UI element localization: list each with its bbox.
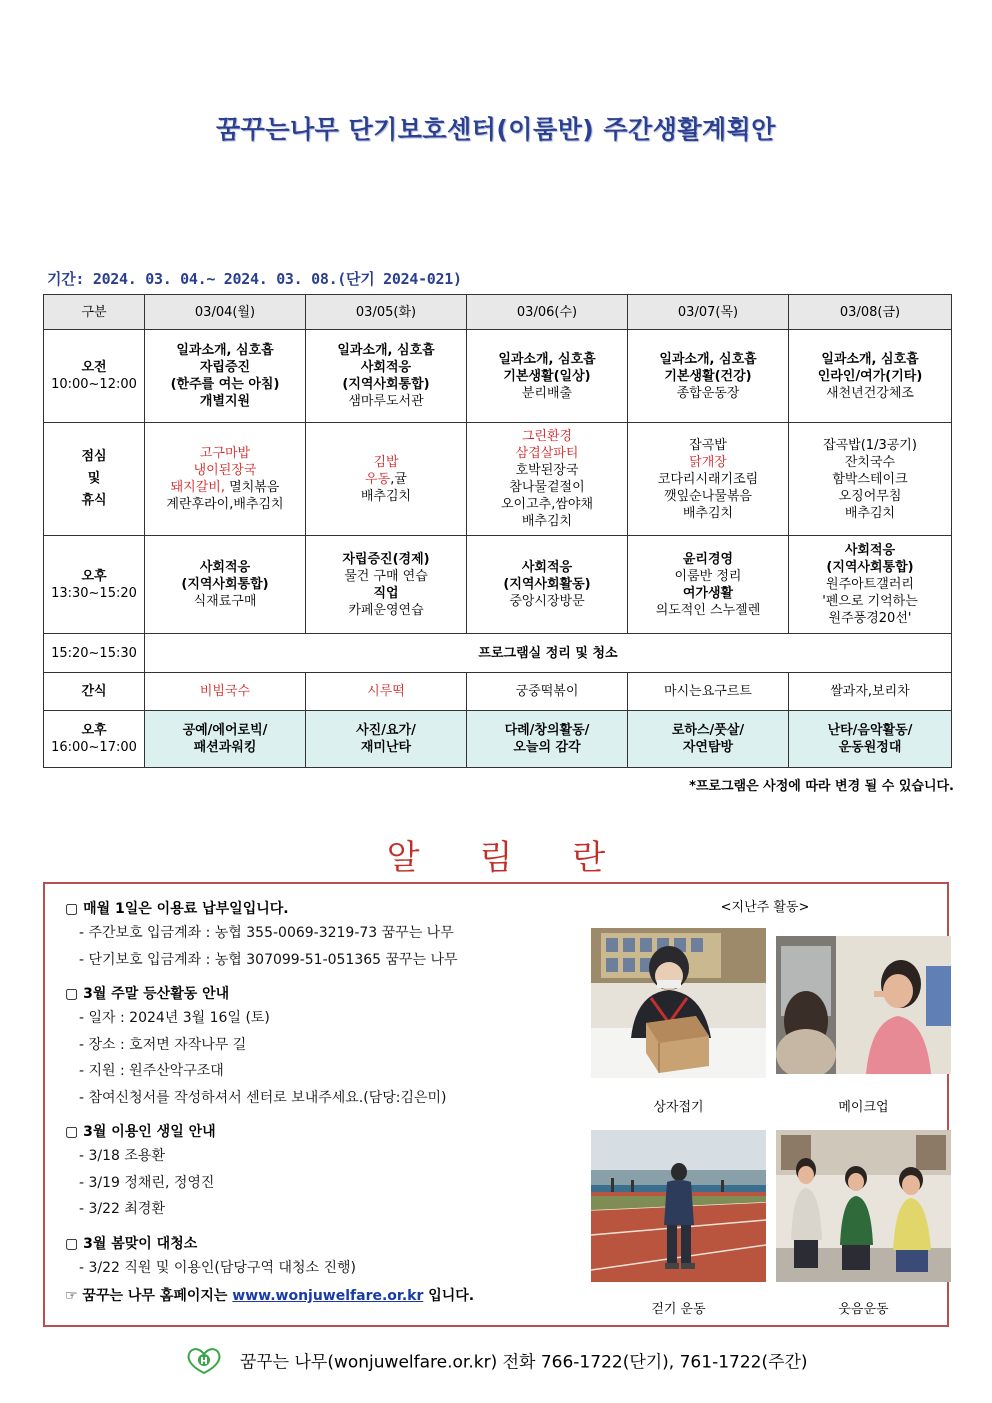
page-title: 꿈꾸는나무 단기보호센터(이룸반) 주간생활계획안	[216, 115, 776, 144]
morning-cell-fri: 일과소개, 심호흡 인라인/여가(기타) 새천년건강체조	[789, 330, 952, 423]
row-label-snack: 간식	[44, 673, 145, 711]
weekly-plan-table	[43, 294, 952, 768]
notice-item: - 3/19 정채린, 정영진	[79, 1174, 215, 1191]
snack-cell-mon: 비빔국수	[145, 673, 306, 711]
day-header: 03/08(금)	[789, 295, 952, 330]
photos-title: <지난주 활동>	[720, 900, 810, 915]
row-label-lunch: 점심 및 휴식	[44, 423, 145, 536]
late-cell-mon: 공예/에어로빅/ 패션과워킹	[145, 711, 306, 768]
notice-list	[65, 898, 585, 1305]
photo-caption: 상자접기	[653, 1100, 704, 1115]
lunch-row	[44, 423, 952, 536]
notice-heading: ▢ 3월 이용인 생일 안내	[65, 1124, 216, 1140]
cleanup-row	[44, 634, 952, 673]
notice-item: - 3/22 최경환	[79, 1201, 165, 1217]
notice-item: - 주간보호 입금계좌 : 농협 355-0069-3219-73 꿈꾸는 나무	[79, 925, 454, 941]
notice-item: - 3/18 조용환	[79, 1148, 165, 1164]
lunch-cell-mon: 고구마밥 냉이된장국 돼지갈비, 멸치볶음 계란후라이,배추김치	[145, 423, 306, 536]
afternoon-cell-thu: 윤리경영 이룸반 정리 여가생활 의도적인 스누젤렌	[628, 536, 789, 634]
late-cell-thu: 로하스/풋살/ 자연탐방	[628, 711, 789, 768]
photo-makeup	[776, 936, 951, 1074]
notice-board	[43, 882, 949, 1327]
notice-item: - 지원 : 원주산악구조대	[79, 1063, 224, 1079]
morning-cell-thu: 일과소개, 심호흡 기본생활(건강) 종합운동장	[628, 330, 789, 423]
notice-item: - 3/22 직원 및 이용인(담당구역 대청소 진행)	[79, 1259, 356, 1276]
lunch-cell-tue: 김밥 우동,귤 배추김치	[306, 423, 467, 536]
photo-laughter	[776, 1130, 951, 1282]
afternoon-cell-mon: 사회적응 (지역사회통합) 식재료구매	[145, 536, 306, 634]
notice-item: - 일자 : 2024년 3월 16일 (토)	[79, 1010, 270, 1026]
row-label-late-afternoon: 오후 16:00~17:00	[44, 711, 145, 768]
late-afternoon-row	[44, 711, 952, 768]
photo-walking	[591, 1130, 766, 1282]
afternoon-cell-tue: 자립증진(경제) 물건 구매 연습 직업 카페운영연습	[306, 536, 467, 634]
footer-text: 꿈꾸는 나무(wonjuwelfare.or.kr) 전화 766-1722(단기), 761-1722(주간)	[239, 1352, 808, 1373]
late-cell-wed: 다례/창의활동/ 오늘의 감각	[467, 711, 628, 768]
morning-cell-tue: 일과소개, 심호흡 사회적응 (지역사회통합) 샘마루도서관	[306, 330, 467, 423]
notice-item: - 참여신청서를 작성하셔서 센터로 보내주세요.(담당:김은미)	[79, 1089, 447, 1106]
afternoon-cell-wed: 사회적응 (지역사회활동) 중앙시장방문	[467, 536, 628, 634]
day-header: 03/04(월)	[145, 295, 306, 330]
board-title: 알림란	[386, 838, 666, 878]
lunch-cell-fri: 잡곡밥(1/3공기) 잔치국수 함박스테이크 오징어무침 배추김치	[789, 423, 952, 536]
cleanup-cell: 프로그램실 정리 및 청소	[145, 634, 952, 673]
afternoon-cell-fri: 사회적응 (지역사회통합) 원주아트갤러리 '펜으로 기억하는 원주풍경20선'	[789, 536, 952, 634]
header-row	[44, 295, 952, 330]
late-cell-fri: 난타/음악활동/ 운동원정대	[789, 711, 952, 768]
row-label-morning: 오전 10:00~12:00	[44, 330, 145, 423]
snack-cell-wed: 궁중떡볶이	[467, 673, 628, 711]
morning-row	[44, 330, 952, 423]
photo-caption: 걷기 운동	[651, 1302, 706, 1317]
notice-item: - 단기보호 입금계좌 : 농협 307099-51-051365 꿈꾸는 나무	[79, 951, 458, 968]
footer	[0, 1346, 992, 1379]
day-header: 03/07(목)	[628, 295, 789, 330]
notice-heading: ▢ 매월 1일은 이용료 납부일입니다.	[65, 901, 289, 917]
corner-cell: 구분	[44, 295, 145, 330]
notice-heading: ▢ 3월 주말 등산활동 안내	[65, 986, 230, 1002]
photo-box-folding	[591, 928, 766, 1078]
change-note: *프로그램은 사정에 따라 변경 될 수 있습니다.	[689, 779, 954, 794]
lunch-cell-wed: 그린환경 삼겹살파티 호박된장국 참나물겉절이 오이고추,쌈야채 배추김치	[467, 423, 628, 536]
snack-cell-tue: 시루떡	[306, 673, 467, 711]
snack-cell-thu: 마시는요구르트	[628, 673, 789, 711]
photo-caption: 웃음운동	[838, 1302, 889, 1317]
photo-caption: 메이크업	[838, 1100, 889, 1115]
snack-row	[44, 673, 952, 711]
morning-cell-mon: 일과소개, 심호흡 자립증진 (한주를 여는 아침) 개별지원	[145, 330, 306, 423]
notice-heading: ▢ 3월 봄맞이 대청소	[65, 1235, 198, 1252]
tree-logo-icon	[184, 1346, 224, 1379]
lunch-cell-thu: 잡곡밥 닭개장 코다리시래기조림 깻잎순나물볶음 배추김치	[628, 423, 789, 536]
row-label-afternoon: 오후 13:30~15:20	[44, 536, 145, 634]
afternoon-row	[44, 536, 952, 634]
morning-cell-wed: 일과소개, 심호흡 기본생활(일상) 분리배출	[467, 330, 628, 423]
homepage-link[interactable]: www.wonjuwelfare.or.kr	[232, 1288, 424, 1304]
row-label-cleanup: 15:20~15:30	[44, 634, 145, 673]
notice-item: - 장소 : 호저면 자작나무 길	[79, 1036, 247, 1053]
snack-cell-fri: 쌀과자,보리차	[789, 673, 952, 711]
homepage-line: ☞ 꿈꾸는 나무 홈페이지는 www.wonjuwelfare.or.kr 입니다.	[65, 1288, 475, 1304]
day-header: 03/05(화)	[306, 295, 467, 330]
day-header: 03/06(수)	[467, 295, 628, 330]
late-cell-tue: 사진/요가/ 재미난타	[306, 711, 467, 768]
period-label: 기간: 2024. 03. 04.~ 2024. 03. 08.(단기 2024-021)	[47, 270, 462, 288]
